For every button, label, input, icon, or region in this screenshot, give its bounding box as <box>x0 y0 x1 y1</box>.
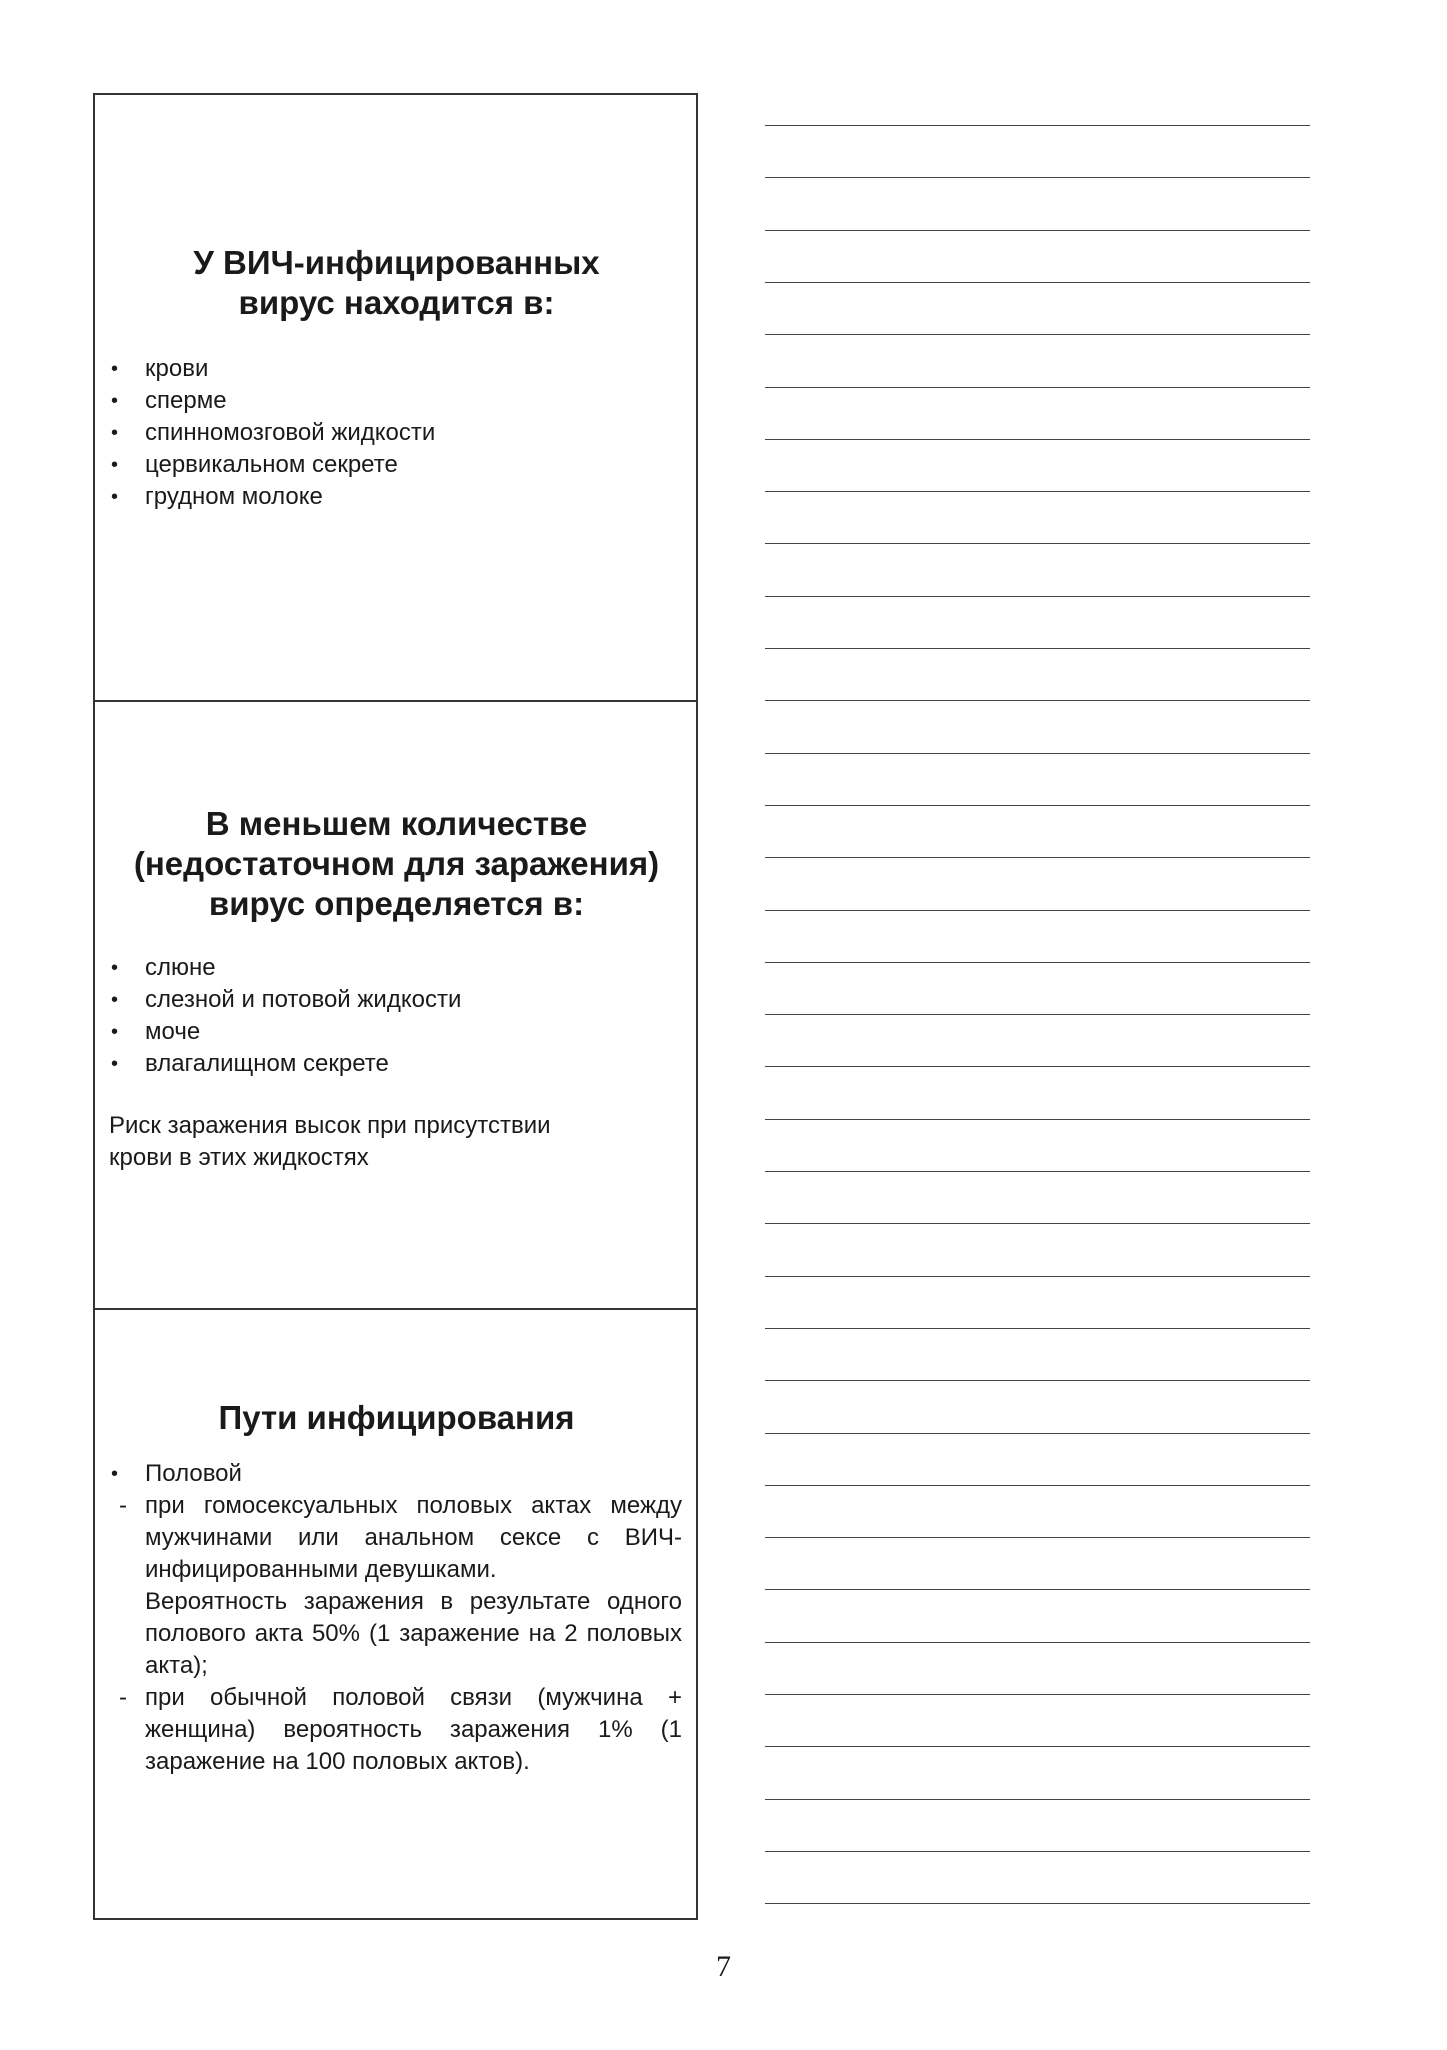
list-item: • крови <box>109 353 684 385</box>
list-item: • цервикальном секрете <box>109 449 684 481</box>
slide-1-title-line-1: У ВИЧ-инфицированных <box>193 244 600 281</box>
sub-item-text: при гомосексуальных половых актах между мужчинами или анальном сексе с ВИЧ-инфицированными девушками. <box>145 1492 682 1583</box>
page-number: 7 <box>716 1950 731 1983</box>
list-item: • спинномозговой жидкости <box>109 417 684 449</box>
sub-item-probability: Вероятность заражения в результате одного полового акта 50% (1 заражение на 2 половых акта); <box>145 1588 682 1679</box>
slide-2-title-line-3: вирус определяется в: <box>208 885 585 922</box>
risk-note-line-2: крови в этих жидкостях <box>109 1144 369 1171</box>
note-line <box>765 1851 1310 1852</box>
slide-1-list <box>109 353 684 513</box>
sub-item-homosexual <box>109 1490 682 1682</box>
list-item-sexual-route <box>109 1458 684 1490</box>
list-item: • грудном молоке <box>109 481 684 513</box>
list-item: • влагалищном секрете <box>109 1048 684 1080</box>
risk-note-line-1: Риск заражения высок при присутствии <box>109 1112 551 1139</box>
note-line <box>765 1119 1310 1120</box>
slide-1-title <box>109 95 684 323</box>
list-item: • моче <box>109 1016 684 1048</box>
slide-virus-locations <box>95 95 696 702</box>
slide-3-list <box>109 1458 684 1490</box>
list-item: • слезной и потовой жидкости <box>109 984 684 1016</box>
note-line <box>765 910 1310 911</box>
note-line <box>765 1485 1310 1486</box>
slides-column <box>93 93 698 1920</box>
note-line <box>765 1642 1310 1643</box>
note-line <box>765 334 1310 335</box>
note-line <box>765 805 1310 806</box>
note-line <box>765 177 1310 178</box>
note-line <box>765 439 1310 440</box>
note-line <box>765 1903 1310 1904</box>
note-line <box>765 700 1310 701</box>
note-lines <box>765 0 1310 1930</box>
note-line <box>765 1276 1310 1277</box>
note-line <box>765 230 1310 231</box>
slide-infection-routes <box>95 1310 696 1918</box>
note-line <box>765 387 1310 388</box>
note-line <box>765 596 1310 597</box>
note-line <box>765 1380 1310 1381</box>
note-line <box>765 1014 1310 1015</box>
note-line <box>765 1589 1310 1590</box>
dash-marker: - <box>119 1684 127 1711</box>
note-line <box>765 1433 1310 1434</box>
note-line <box>765 857 1310 858</box>
sub-item-text: при обычной половой связи (мужчина + женщина) вероятность заражения 1% (1 заражение на 100 половых актов). <box>145 1684 682 1775</box>
list-item: • сперме <box>109 385 684 417</box>
risk-note <box>109 1110 684 1174</box>
note-line <box>765 1799 1310 1800</box>
slide-2-title-line-1: В меньшем количестве <box>205 805 588 842</box>
note-line <box>765 1223 1310 1224</box>
slide-1-title-line-2: вирус находится в: <box>238 284 555 321</box>
note-line <box>765 753 1310 754</box>
slide-2-title-line-2: (недостаточном для заражения) <box>133 845 660 882</box>
note-line <box>765 282 1310 283</box>
note-line <box>765 962 1310 963</box>
note-line <box>765 1171 1310 1172</box>
note-line <box>765 1537 1310 1538</box>
slide-2-list <box>109 952 684 1080</box>
note-line <box>765 1746 1310 1747</box>
note-line <box>765 491 1310 492</box>
sub-item-heterosexual <box>109 1682 682 1778</box>
note-line <box>765 543 1310 544</box>
note-line <box>765 1066 1310 1067</box>
note-line <box>765 1694 1310 1695</box>
slide-lower-concentration <box>95 702 696 1310</box>
route-label: Половой <box>145 1460 242 1487</box>
slide-2-title <box>109 702 684 924</box>
note-line <box>765 648 1310 649</box>
slide-3-title: Пути инфицирования <box>218 1399 575 1436</box>
note-line <box>765 1328 1310 1329</box>
note-line <box>765 125 1310 126</box>
list-item: • слюне <box>109 952 684 984</box>
dash-marker: - <box>119 1492 127 1519</box>
